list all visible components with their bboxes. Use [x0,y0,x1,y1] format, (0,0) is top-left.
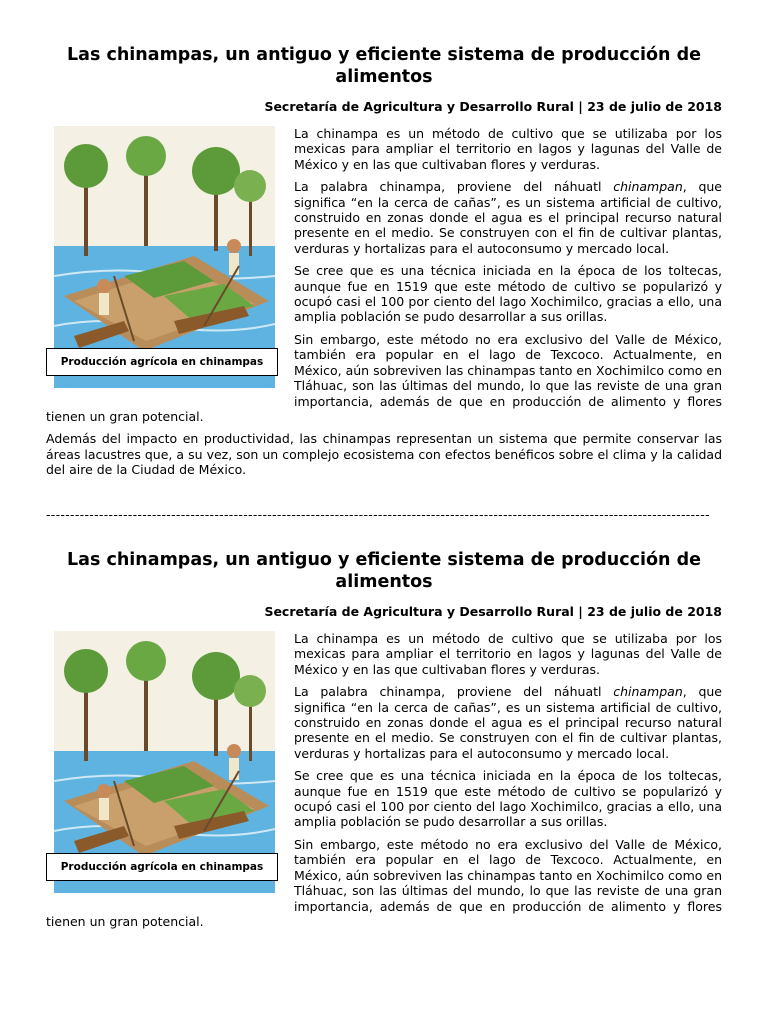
article-body [46,126,722,478]
paragraph-2-start: La palabra chinampa, proviene del náhuatl [294,684,614,700]
chinampa-illustration [46,126,284,388]
article-2 [46,549,722,936]
paragraph-4: Sin embargo, este método no era exclusivo del Valle de México, también era popular en el lago de Texcoco. Actualmente, en México, aún sobreviven las chinampas tanto en Xochimilco como en Tláhuac, son las últimas del mundo, lo que las reviste de una gran importancia, además de que en producción de alimento y flores tienen un gran potencial. [46,836,722,929]
article-title: Las chinampas, un antiguo y eficiente sistema de producción de alimentos [67,45,701,87]
paragraph-2-end: , que significa “en la cerca de cañas”, es un sistema artificial de cultivo, construido en zonas donde el agua es el principal recurso natural presente en el medio. Se construyen con el fin de cultivar plantas, verduras y hortalizas para el autoconsumo y mercado local. [294,684,722,761]
article-body [46,631,722,929]
paragraph-2-end: , que significa “en la cerca de cañas”, es un sistema artificial de cultivo, construido en zonas donde el agua es el principal recurso natural presente en el medio. Se construyen con el fin de cultivar plantas, verduras y hortalizas para el autoconsumo y mercado local. [294,179,722,256]
paragraph-2-start: La palabra chinampa, proviene del náhuatl [294,179,614,195]
paragraph-3: Se cree que es una técnica iniciada en la época de los toltecas, aunque fue en 1519 que este método de cultivo se popularizó y ocupó casi el 100 por ciento del lago Xochimilco, gracias a ello, una amplia población se pudo desarrollar a sus orillas. [294,768,722,830]
figure-caption: Producción agrícola en chinampas [46,853,278,881]
article-title: Las chinampas, un antiguo y eficiente sistema de producción de alimentos [67,550,701,592]
dashed-separator: ------------------------------------------------------------------------------------------------------------------------------------------ [46,507,710,522]
paragraph-4: Sin embargo, este método no era exclusivo del Valle de México, también era popular en el lago de Texcoco. Actualmente, en México, aún sobreviven las chinampas tanto en Xochimilco como en Tláhuac, son las últimas del mundo, lo que las reviste de una gran importancia, además de que en producción de alimento y flores tienen un gran potencial. [46,331,722,424]
paragraph-1: La chinampa es un método de cultivo que se utilizaba por los mexicas para ampliar el territorio en lagos y lagunas del Valle de México y en las que cultivaban flores y verduras. [294,126,722,172]
article-1 [46,44,722,485]
article-byline: Secretaría de Agricultura y Desarrollo Rural | 23 de julio de 2018 [264,99,722,114]
paragraph-5: Además del impacto en productividad, las chinampas representan un sistema que permite conservar las áreas lacustres que, a su vez, son un complejo ecosistema con efectos benéficos sobre el clima y la calidad del aire de la Ciudad de México. [46,431,722,478]
paragraph-3: Se cree que es una técnica iniciada en la época de los toltecas, aunque fue en 1519 que este método de cultivo se popularizó y ocupó casi el 100 por ciento del lago Xochimilco, gracias a ello, una amplia población se pudo desarrollar a sus orillas. [294,263,722,325]
figure-caption: Producción agrícola en chinampas [46,348,278,376]
paragraph-2-italic: chinampan [613,179,683,195]
chinampa-illustration [46,631,284,893]
paragraph-2-italic: chinampan [613,684,683,700]
paragraph-1: La chinampa es un método de cultivo que se utilizaba por los mexicas para ampliar el territorio en lagos y lagunas del Valle de México y en las que cultivaban flores y verduras. [294,631,722,677]
article-byline: Secretaría de Agricultura y Desarrollo Rural | 23 de julio de 2018 [264,604,722,619]
